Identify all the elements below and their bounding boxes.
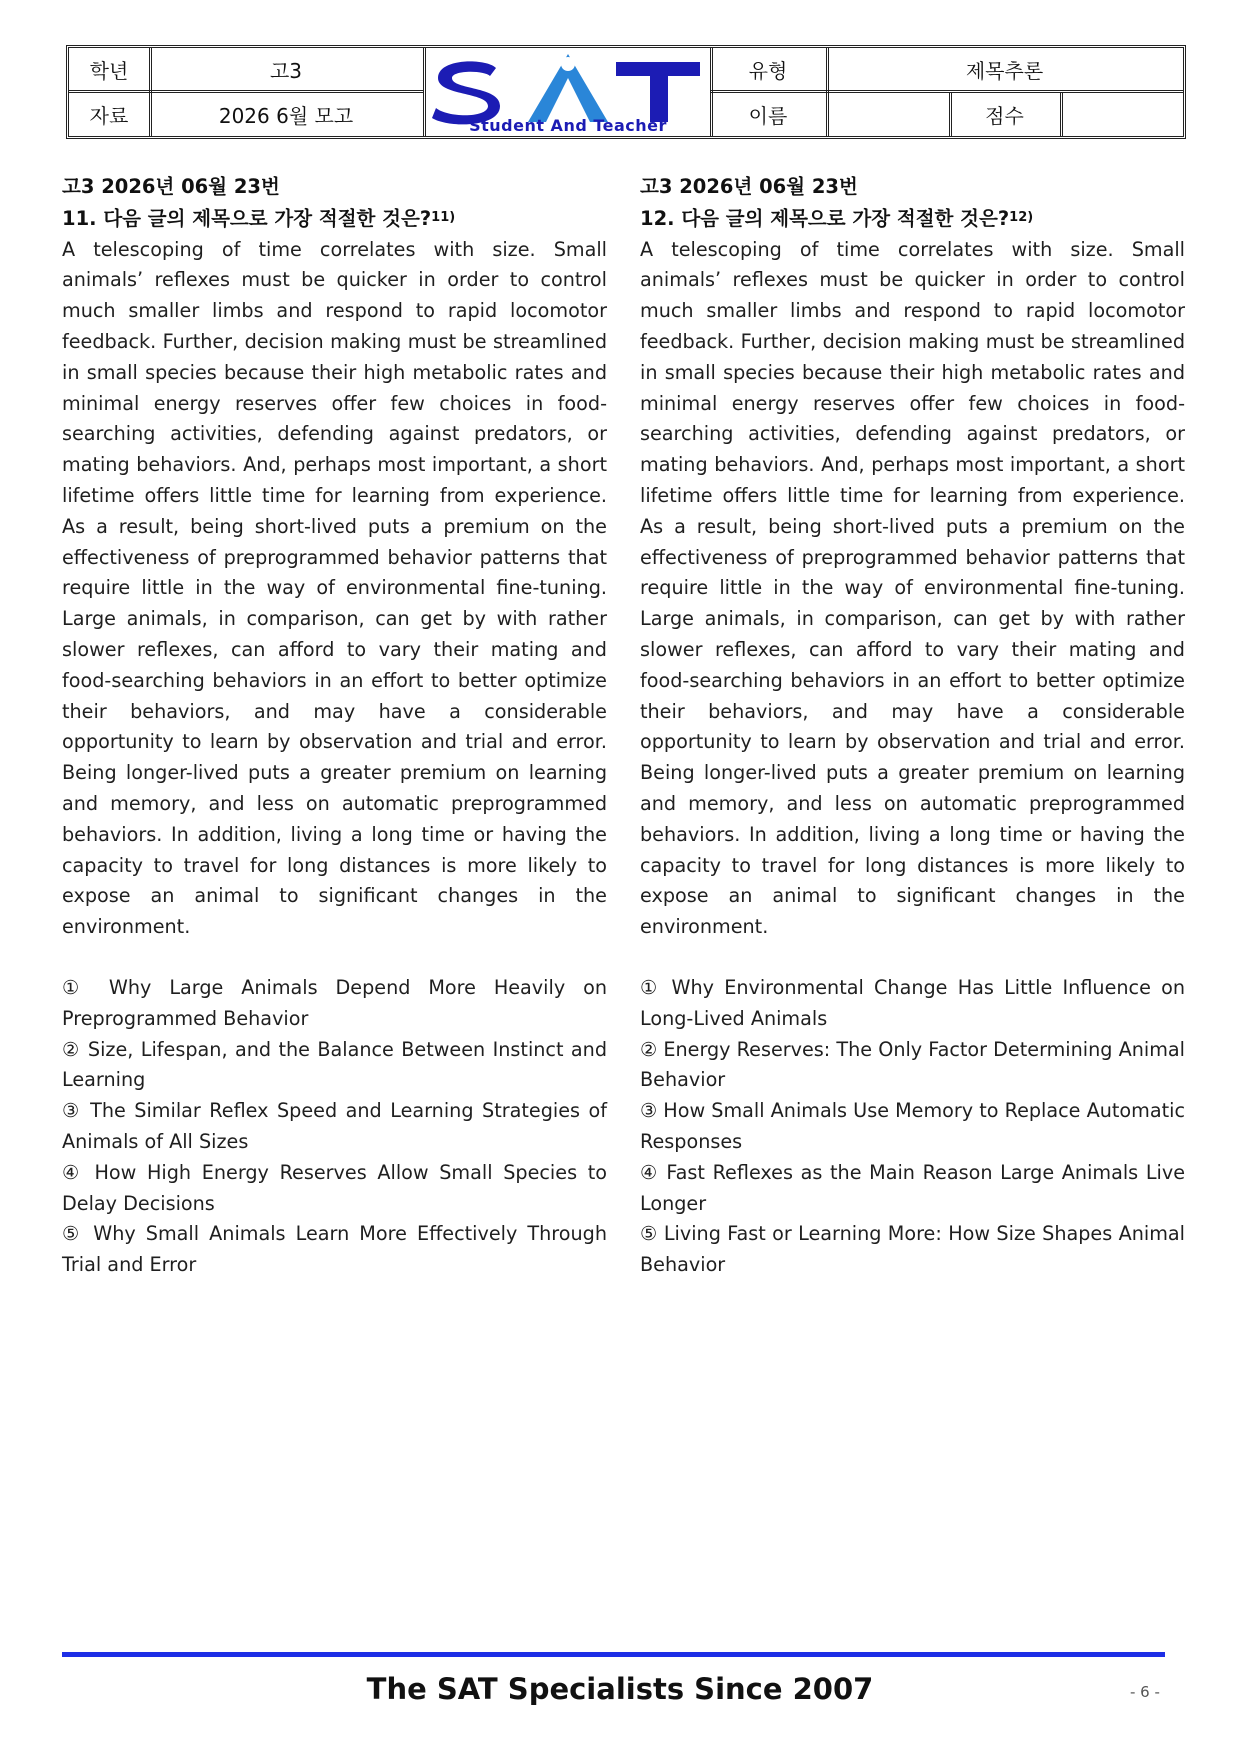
footer-rule [62, 1652, 1165, 1657]
answer-choice-5[interactable]: ⑤ Living Fast or Learning More: How Size Shapes Animal Behavior [640, 1222, 1185, 1277]
question-title-text: 11. 다음 글의 제목으로 가장 적절한 것은? [62, 206, 432, 230]
question-12 [640, 172, 1185, 1281]
answer-choice-4[interactable]: ④ How High Energy Reserves Allow Small Species to Delay Decisions [62, 1160, 607, 1215]
page-number: - 6 - [1130, 1683, 1160, 1701]
answer-choice-2[interactable]: ② Size, Lifespan, and the Balance Between Instinct and Learning [62, 1037, 607, 1092]
source-label: 자료 [89, 103, 129, 128]
footnote-marker: 11) [431, 209, 456, 225]
answer-choice-3[interactable]: ③ How Small Animals Use Memory to Replace Automatic Responses [640, 1099, 1185, 1153]
sat-logo [426, 48, 710, 136]
footnote-marker: 12) [1009, 209, 1034, 225]
worksheet-header-table [66, 45, 1186, 139]
question-title [640, 203, 1185, 235]
type-label: 유형 [748, 59, 788, 83]
question-passage: A telescoping of time correlates with size. Small animals’ reflexes must be quicker in order to control much smaller limbs and respond to rapid locomotor feedback. Further, decision making must be streamlined in small species because their high metabolic rates and minimal energy reserves offer few choices in food-searching activities, defending against predators, or mating behaviors. And, perhaps most important, a short lifetime offers little time for learning from experience. As a result, being short-lived puts a premium on the effectiveness of preprogrammed behavior patterns that require little in the way of environmental fine-tuning. Large animals, in comparison, can get by with rather slower reflexes, can afford to vary their mating and food-searching behaviors in an effort to better optimize their behaviors, and may have a considerable opportunity to learn by observation and trial and error. Being longer-lived puts a greater premium on learning and memory, and less on automatic preprogrammed behaviors. In addition, living a long time or having the capacity to travel for long distances is more likely to expose an animal to significant changes in the environment. [640, 237, 1185, 939]
answer-choice-5[interactable]: ⑤ Why Small Animals Learn More Effectively Through Trial and Error [62, 1222, 607, 1277]
answer-choices [62, 973, 607, 1281]
source-value: 2026 6월 모고 [218, 103, 354, 128]
type-value: 제목추론 [965, 59, 1044, 83]
grade-value: 고3 [269, 59, 303, 83]
grade-label: 학년 [89, 59, 129, 83]
question-11 [62, 172, 607, 1281]
question-source: 고3 2026년 06월 23번 [640, 175, 858, 198]
footer-slogan: The SAT Specialists Since 2007 [366, 1672, 874, 1706]
answer-choice-1[interactable]: ① Why Environmental Change Has Little Influence on Long-Lived Animals [640, 975, 1185, 1030]
question-title [62, 203, 607, 235]
logo-tagline: Student And Teacher [469, 116, 667, 135]
question-title-text: 12. 다음 글의 제목으로 가장 적절한 것은? [640, 206, 1010, 230]
answer-choice-4[interactable]: ④ Fast Reflexes as the Main Reason Large Animals Live Longer [640, 1160, 1185, 1215]
question-passage: A telescoping of time correlates with size. Small animals’ reflexes must be quicker in order to control much smaller limbs and respond to rapid locomotor feedback. Further, decision making must be streamlined in small species because their high metabolic rates and minimal energy reserves offer few choices in food-searching activities, defending against predators, or mating behaviors. And, perhaps most important, a short lifetime offers little time for learning from experience. As a result, being short-lived puts a premium on the effectiveness of preprogrammed behavior patterns that require little in the way of environmental fine-tuning. Large animals, in comparison, can get by with rather slower reflexes, can afford to vary their mating and food-searching behaviors in an effort to better optimize their behaviors, and may have a considerable opportunity to learn by observation and trial and error. Being longer-lived puts a greater premium on learning and memory, and less on automatic preprogrammed behaviors. In addition, living a long time or having the capacity to travel for long distances is more likely to expose an animal to significant changes in the environment. [62, 237, 607, 939]
score-label: 점수 [985, 103, 1024, 128]
question-source: 고3 2026년 06월 23번 [62, 175, 280, 198]
answer-choices [640, 973, 1185, 1281]
answer-choice-3[interactable]: ③ The Similar Reflex Speed and Learning Strategies of Animals of All Sizes [62, 1099, 607, 1153]
name-field[interactable] [826, 92, 949, 136]
answer-choice-1[interactable]: ① Why Large Animals Depend More Heavily on Preprogrammed Behavior [62, 975, 607, 1030]
answer-choice-2[interactable]: ② Energy Reserves: The Only Factor Determining Animal Behavior [640, 1037, 1185, 1092]
score-field[interactable] [1060, 92, 1183, 136]
name-label: 이름 [748, 103, 788, 128]
